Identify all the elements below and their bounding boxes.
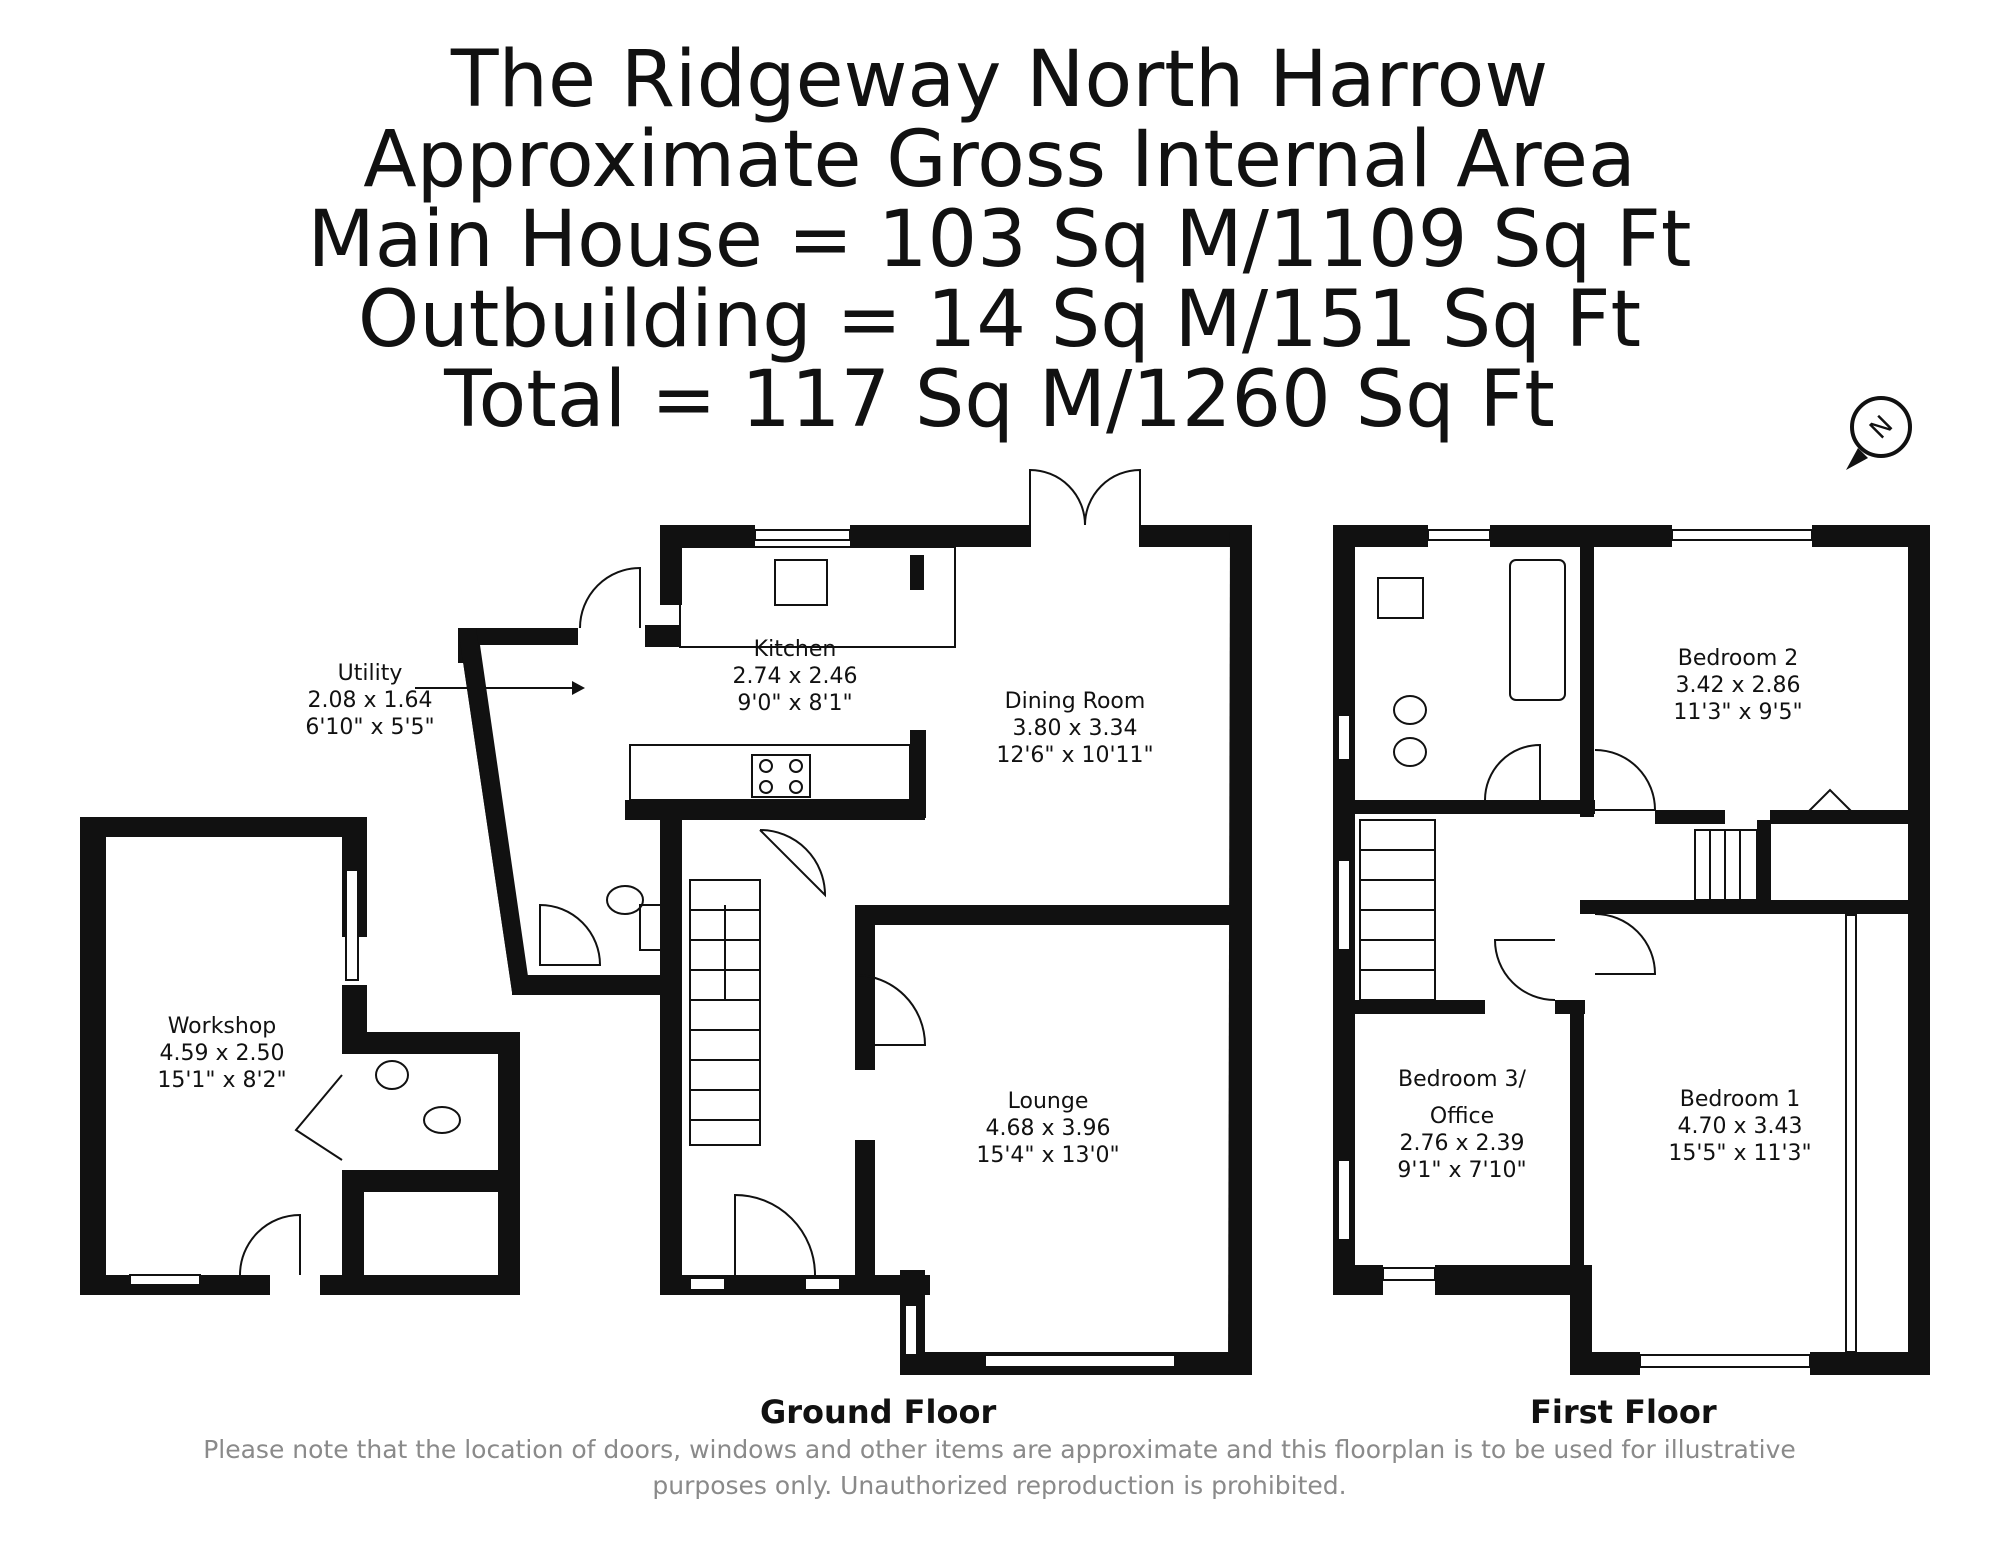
lounge-metric: 4.68 x 3.96	[985, 1116, 1111, 1141]
dining-name: Dining Room	[1004, 689, 1146, 714]
lounge-side-window	[905, 1305, 917, 1355]
bedroom2-door	[1595, 750, 1655, 810]
landing-window	[1338, 860, 1350, 950]
bathroom-side-window	[1338, 715, 1350, 760]
ground-floor-label: Ground Floor	[760, 1393, 997, 1431]
wardrobe-rail	[1846, 915, 1856, 1352]
workshop-metric: 4.59 x 2.50	[159, 1041, 285, 1066]
workshop-door	[240, 1215, 300, 1275]
bedroom3-window	[1383, 1268, 1435, 1280]
front-door	[735, 1195, 815, 1275]
hob-icon	[752, 755, 810, 797]
bedroom2-window	[1672, 530, 1812, 540]
bedroom1-name: Bedroom 1	[1679, 1087, 1801, 1112]
basin-icon	[376, 1061, 408, 1089]
bedroom3-metric: 2.76 x 2.39	[1399, 1131, 1525, 1156]
lounge-window	[985, 1355, 1175, 1367]
bedroom3-name-line2: Office	[1429, 1104, 1495, 1129]
bedroom2-name: Bedroom 2	[1677, 646, 1799, 671]
bedroom3-name: Bedroom 3/	[1398, 1067, 1526, 1092]
workshop-window	[346, 870, 358, 980]
bedroom1-metric: 4.70 x 3.43	[1677, 1114, 1803, 1139]
bidet-icon	[1394, 696, 1426, 724]
hall-window-left	[690, 1278, 725, 1290]
ground-floor-walls	[458, 525, 1252, 1375]
main-house-area: Main House = 103 Sq M/1109 Sq Ft	[307, 195, 1692, 285]
workshop-imperial: 15'1" x 8'2"	[157, 1068, 287, 1093]
first-floor-walls	[1333, 525, 1930, 1375]
compass-letter: N	[1864, 410, 1900, 446]
cloakroom-door	[760, 830, 825, 895]
hall-window-right	[805, 1278, 840, 1290]
workshop-name: Workshop	[167, 1014, 277, 1039]
bedroom1-imperial: 15'5" x 11'3"	[1668, 1141, 1812, 1166]
plan-title: The Ridgeway North Harrow	[450, 35, 1549, 125]
bedroom3-side-window	[1338, 1160, 1350, 1240]
dining-imperial: 12'6" x 10'11"	[996, 743, 1154, 768]
dining-metric: 3.80 x 3.34	[1012, 716, 1138, 741]
bedroom2-metric: 3.42 x 2.86	[1675, 673, 1801, 698]
wc-door	[296, 1075, 342, 1160]
utility-metric: 2.08 x 1.64	[307, 688, 433, 713]
ground-stairs	[690, 880, 760, 1145]
disclaimer	[0, 1432, 1999, 1504]
french-door-right	[1085, 470, 1140, 547]
kitchen-window	[755, 530, 850, 540]
kitchen-imperial: 9'0" x 8'1"	[737, 691, 853, 716]
utility-imperial: 6'10" x 5'5"	[305, 715, 435, 740]
workshop-window-bottom	[130, 1275, 200, 1285]
lounge-name: Lounge	[1007, 1089, 1089, 1114]
bedroom3-door	[1495, 940, 1555, 1000]
bathroom-basin-icon	[1378, 578, 1423, 618]
north-compass-icon	[1846, 398, 1910, 470]
bedroom2-imperial: 11'3" x 9'5"	[1673, 700, 1803, 725]
kitchen-name: Kitchen	[753, 637, 837, 662]
bathroom-window	[1428, 530, 1490, 540]
back-door	[580, 568, 640, 628]
kitchen-sink-icon	[775, 560, 827, 605]
plan-subtitle: Approximate Gross Internal Area	[363, 115, 1636, 205]
kitchen-metric: 2.74 x 2.46	[732, 664, 858, 689]
utility-name: Utility	[337, 661, 403, 686]
bedroom1-window	[1640, 1355, 1810, 1367]
bathroom-door	[1485, 745, 1540, 800]
lounge-imperial: 15'4" x 13'0"	[976, 1143, 1120, 1168]
utility-arrow-icon	[572, 681, 585, 695]
spiral-stair-icon	[540, 905, 600, 965]
bathroom-toilet-icon	[1394, 738, 1426, 766]
bedroom1-door	[1595, 914, 1655, 974]
bath-icon	[1510, 560, 1565, 700]
first-floor-label: First Floor	[1530, 1393, 1717, 1431]
cloakroom-toilet-icon	[607, 886, 643, 914]
disclaimer-line-2: purposes only. Unauthorized reproduction is prohibited.	[652, 1471, 1347, 1500]
bedroom3-imperial: 9'1" x 7'10"	[1397, 1158, 1527, 1183]
outbuilding-area: Outbuilding = 14 Sq M/151 Sq Ft	[357, 275, 1642, 365]
french-door-left	[1030, 470, 1085, 547]
wc-toilet-icon	[424, 1107, 460, 1133]
total-area: Total = 117 Sq M/1260 Sq Ft	[444, 355, 1555, 445]
disclaimer-line-1: Please note that the location of doors, windows and other items are approximate and this floorplan is to be used for illustrative	[203, 1435, 1796, 1464]
